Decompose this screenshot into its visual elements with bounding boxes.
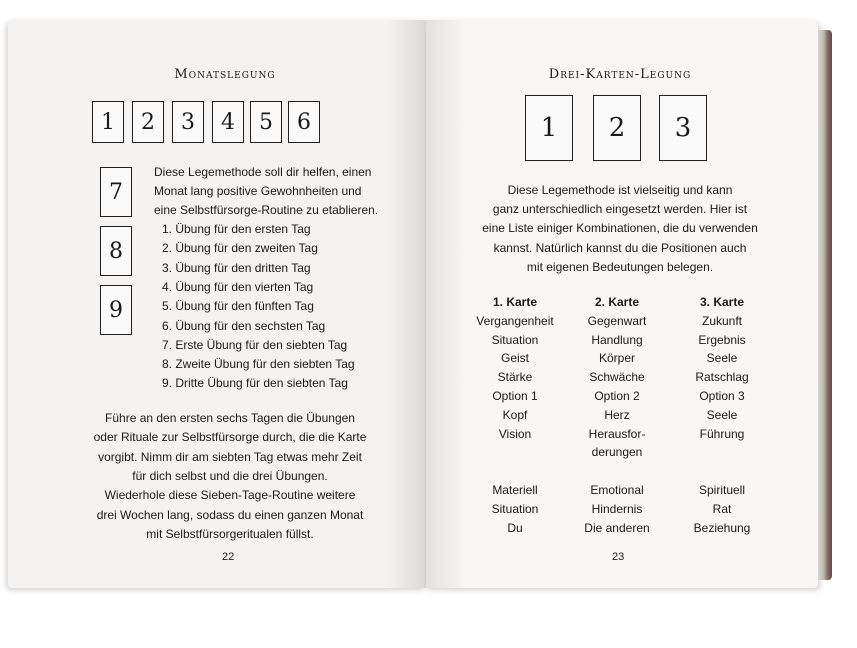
text-line: Monat lang positive Gewohnheiten und (154, 184, 362, 198)
table-cell (662, 443, 782, 462)
text-line: eine Selbstfürsorge-Routine zu etablieren. (154, 203, 379, 217)
table-cell: Stärke (497, 370, 533, 385)
list-item: 7. Erste Übung für den siebten Tag (162, 337, 348, 352)
list-item: 2. Übung für den zweiten Tag (162, 241, 318, 256)
text-line: ganz unterschiedlich eingesetzt werden. Hier ist (492, 202, 748, 217)
list-item: 8. Zweite Übung für den siebten Tag (162, 357, 355, 372)
text-line: für dich selbst und die drei Übungen. (132, 468, 328, 483)
table-column (557, 293, 677, 537)
table-cell: Spirituell (698, 482, 746, 497)
tarot-card-position: 6 (288, 101, 320, 143)
text-line: mit eigenen Bedeutungen belegen. (526, 259, 714, 274)
table-cell: Beziehung (693, 520, 751, 535)
text-line: drei Wochen lang, sodass du einen ganzen Monat (96, 507, 364, 522)
tarot-card-position: 7 (100, 167, 132, 217)
text-line: Führe an den ersten sechs Tagen die Übungen (105, 411, 355, 425)
table-cell: Herz (604, 407, 630, 422)
table-cell: Du (507, 520, 523, 535)
list-item: 9. Dritte Übung für den siebten Tag (162, 376, 348, 391)
list-item: 1. Übung für den ersten Tag (162, 222, 311, 236)
column-header: 3. Karte (699, 295, 745, 309)
table-cell: Option 1 (492, 388, 538, 403)
text-line: Diese Legemethode ist vielseitig und kann (507, 183, 733, 197)
text-line: eine Liste einiger Kombinationen, die du verwenden (482, 221, 758, 236)
page-number-left: 22 (222, 551, 235, 563)
text-line: Diese Legemethode soll dir helfen, einen (154, 165, 372, 179)
table-cell: Situation (491, 501, 539, 516)
text-line: mit Selbstfürsorgeritualen füllst. (146, 526, 314, 541)
table-cell: Die anderen (584, 520, 650, 535)
table-cell: Materiell (492, 482, 538, 497)
table-cell (557, 462, 677, 481)
list-item: 5. Übung für den fünften Tag (162, 299, 314, 314)
table-cell: Handlung (591, 332, 643, 347)
tarot-card-position: 2 (132, 101, 164, 143)
table-cell: Vergangenheit (476, 313, 554, 328)
table-cell: Führung (699, 426, 745, 441)
tarot-card-position: 1 (92, 101, 124, 143)
column-header: 1. Karte (492, 295, 538, 309)
table-cell: Rat (712, 501, 732, 516)
tarot-card-position: 5 (250, 101, 282, 143)
left-page-heading: Monatslegung (174, 67, 276, 82)
table-cell: Vision (498, 426, 532, 441)
table-cell: Kopf (502, 407, 528, 422)
right-page-heading: Drei-Karten-Legung (548, 67, 692, 82)
table-cell: Ergebnis (698, 332, 746, 347)
tarot-card-position: 8 (100, 226, 132, 276)
text-line: Wiederhole diese Sieben-Tage-Routine weitere (104, 488, 356, 503)
tarot-card-position: 9 (100, 285, 132, 335)
table-cell: Option 3 (699, 388, 745, 403)
tarot-card-position: 2 (593, 95, 641, 161)
list-item: 6. Übung für den sechsten Tag (162, 318, 326, 333)
table-cell: Schwäche (589, 370, 645, 385)
table-cell: Gegenwart (587, 313, 647, 328)
book-edge (818, 30, 832, 580)
table-cell (662, 462, 782, 481)
table-cell: Situation (491, 332, 539, 347)
table-cell: Option 2 (594, 388, 640, 403)
tarot-card-position: 3 (659, 95, 707, 161)
text-line: vorgibt. Nimm dir am siebten Tag etwas mehr Zeit (98, 449, 362, 464)
table-cell: Ratschlag (695, 370, 749, 385)
table-cell: Seele (706, 351, 738, 366)
list-item: 4. Übung für den vierten Tag (162, 279, 314, 294)
tarot-card-position: 3 (172, 101, 204, 143)
page-number-right: 23 (612, 551, 625, 563)
table-cell: Geist (500, 351, 529, 366)
text-line: oder Rituale zur Selbstfürsorge durch, die die Karte (93, 430, 367, 445)
column-header: 2. Karte (594, 295, 640, 309)
tarot-card-position: 1 (525, 95, 573, 161)
table-cell: Körper (598, 351, 636, 366)
table-cell: Hindernis (591, 501, 643, 516)
list-item: 3. Übung für den dritten Tag (162, 260, 311, 275)
text-line: kannst. Natürlich kannst du die Positionen auch (493, 240, 747, 255)
tarot-card-position: 4 (212, 101, 244, 143)
table-cell: Seele (706, 407, 738, 422)
table-cell: Emotional (590, 482, 644, 497)
table-cell: Zukunft (701, 313, 743, 328)
table-cell: derungen (591, 445, 643, 460)
table-cell: Herausfor- (588, 426, 646, 441)
table-column (662, 293, 782, 537)
